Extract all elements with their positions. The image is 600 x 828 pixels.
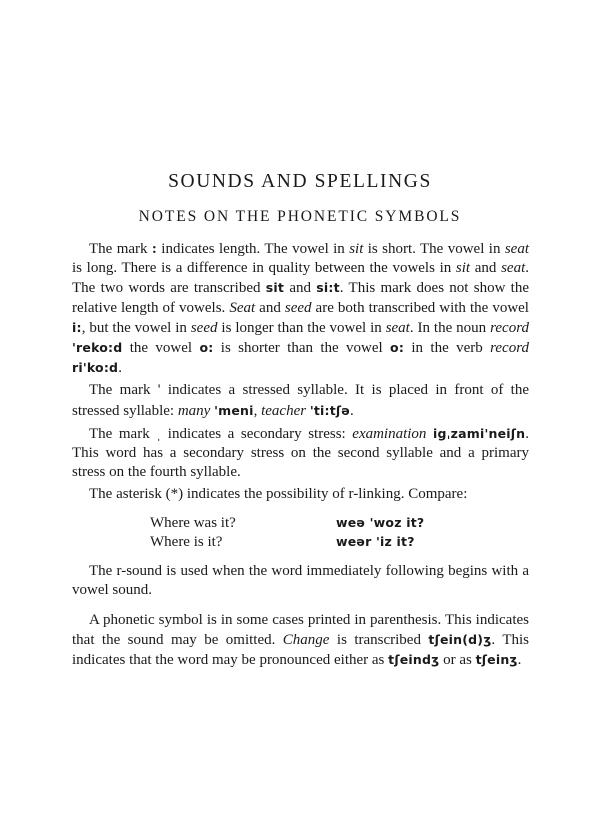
body-text bbox=[72, 240, 529, 674]
paragraph-r-sound: The r-sound is used when the word immediately following begins with a vowel sound. bbox=[72, 562, 529, 598]
phonetic-transcription: i: bbox=[72, 319, 82, 335]
example-word: examination bbox=[352, 425, 427, 442]
text: in the verb bbox=[404, 340, 491, 357]
example-word: Seat bbox=[229, 299, 256, 316]
paragraph-asterisk: The asterisk (*) indicates the possibility of r-linking. Compare: bbox=[89, 486, 468, 503]
phonetic-transcription: tʃein(d)ʒ bbox=[428, 632, 492, 648]
text: . This indicates that the word may be pronounced either as bbox=[72, 632, 529, 669]
length-mark: : bbox=[151, 241, 157, 257]
text: . The two words are transcribed bbox=[72, 260, 529, 297]
text: is transcribed bbox=[329, 632, 429, 649]
text: . In the noun bbox=[409, 319, 491, 336]
phonetic-transcription: tʃeinʒ bbox=[475, 652, 518, 668]
paragraph-secondary-stress bbox=[72, 424, 529, 483]
phonetic-transcription: 'meni bbox=[214, 402, 254, 418]
text: is short. The vowel in bbox=[363, 241, 505, 257]
example-word: seat bbox=[501, 260, 526, 277]
text: The mark ' indicates a stressed syllable. It is placed in front of the stressed syllable: bbox=[72, 382, 529, 419]
example-english: Where is it? bbox=[150, 533, 223, 550]
paragraph-stress-mark bbox=[72, 381, 529, 420]
text: are both transcribed with the vowel bbox=[311, 299, 529, 316]
text: and bbox=[470, 260, 502, 277]
text: The mark bbox=[89, 241, 152, 257]
separator: , bbox=[253, 402, 262, 419]
text: The mark ˌ indicates a secondary stress: bbox=[89, 425, 353, 442]
example-english: Where was it? bbox=[150, 514, 236, 531]
phonetic-transcription: o: bbox=[199, 340, 214, 356]
example-word: seat bbox=[504, 241, 529, 257]
text: . This mark does not show the relative length of vowels. bbox=[72, 280, 529, 316]
phonetic-transcription: 'reko:d bbox=[72, 340, 123, 356]
text: and bbox=[255, 299, 285, 316]
example-word: seed bbox=[284, 299, 312, 316]
text: is shorter than the vowel bbox=[213, 340, 391, 357]
text: indicates length. The vowel in bbox=[156, 241, 350, 257]
page-title: SOUNDS AND SPELLINGS bbox=[168, 171, 432, 192]
example-phonetic: weər 'iz it? bbox=[336, 533, 415, 549]
section-subtitle: NOTES ON THE PHONETIC SYMBOLS bbox=[138, 208, 462, 225]
paragraph-length-mark bbox=[72, 240, 529, 378]
example-phonetic: weə 'woz it? bbox=[336, 514, 425, 530]
text: . bbox=[517, 652, 522, 669]
phonetic-transcription: tʃeindʒ bbox=[388, 652, 440, 668]
example-word: sit bbox=[455, 260, 471, 277]
paragraph-parenthesis bbox=[72, 611, 529, 671]
text: . bbox=[118, 360, 122, 377]
phonetic-transcription: ri'ko:d bbox=[72, 360, 119, 376]
text: . This word has a secondary stress on the second syllable and a primary stress on the fourth syllable. bbox=[72, 425, 530, 481]
text: A phonetic symbol is in some cases printed in parenthesis. This indicates that the sound may be omitted. bbox=[72, 612, 529, 649]
example-word: seat bbox=[385, 319, 410, 336]
phonetic-transcription: 'ti:tʃə bbox=[309, 402, 350, 418]
example-word: teacher bbox=[261, 402, 307, 419]
phonetic-transcription: si:t bbox=[316, 280, 340, 296]
text: and bbox=[284, 280, 317, 297]
text: is long. There is a difference in quality between the vowels in bbox=[72, 260, 456, 277]
example-table bbox=[150, 514, 529, 551]
example-word: record bbox=[490, 319, 529, 336]
example-word: Change bbox=[282, 632, 330, 649]
example-word: many bbox=[177, 402, 211, 419]
phonetic-transcription: o: bbox=[390, 340, 405, 356]
text: the vowel bbox=[122, 340, 200, 357]
phonetic-transcription: sit bbox=[265, 280, 285, 296]
example-word: seed bbox=[190, 319, 218, 336]
text: , but the vowel in bbox=[81, 319, 191, 336]
text: or as bbox=[439, 652, 476, 669]
phonetic-transcription: igˌzami'neiʃn bbox=[433, 425, 526, 441]
example-word: record bbox=[490, 340, 529, 357]
text: is longer than the vowel in bbox=[217, 319, 386, 336]
text: . bbox=[349, 402, 354, 419]
example-word: sit bbox=[349, 241, 364, 257]
